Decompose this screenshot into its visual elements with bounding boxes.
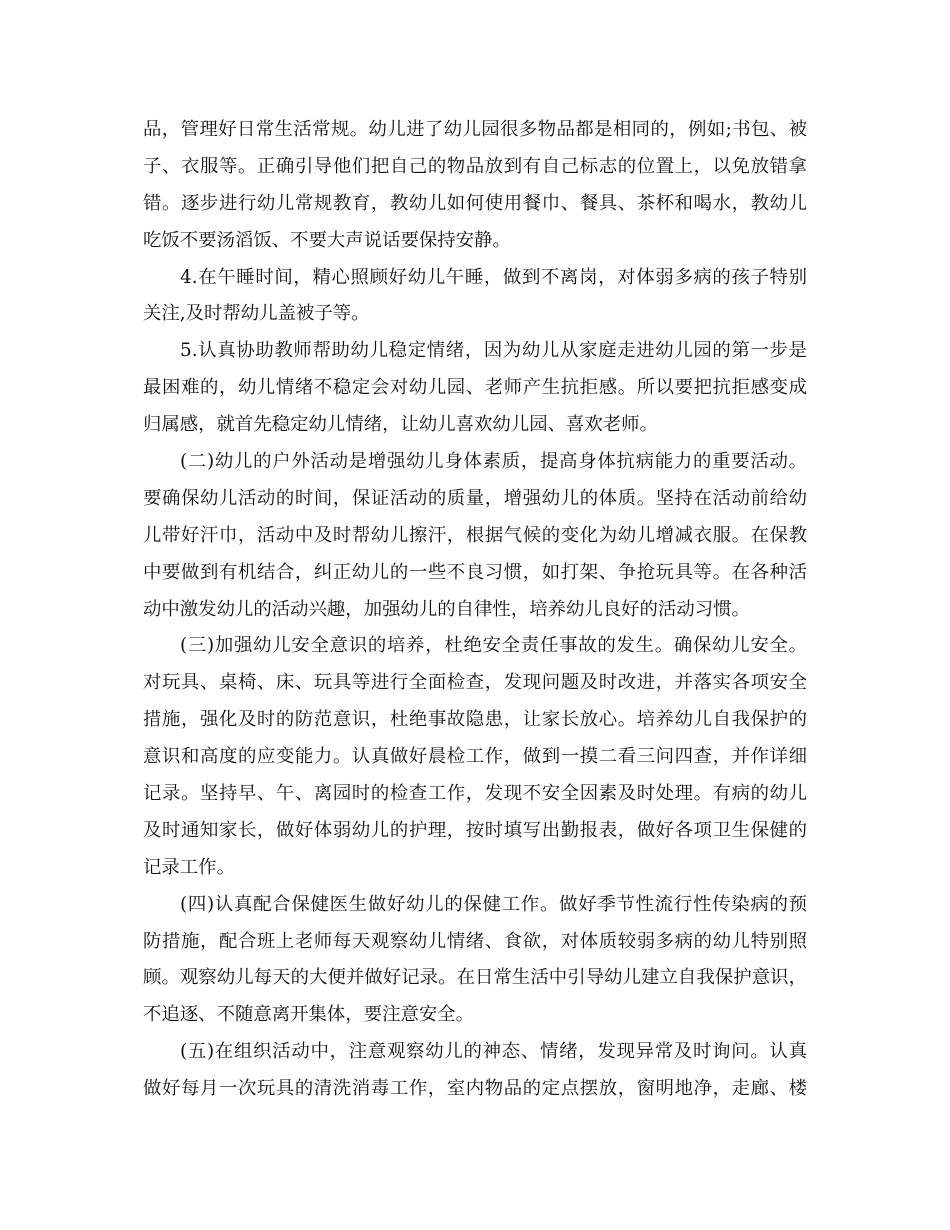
text-line: 最困难的，幼儿情绪不稳定会对幼儿园、老师产生抗拒感。所以要把抗拒感变成 (143, 377, 807, 399)
text-line: 防措施，配合班上老师每天观察幼儿情绪、食欲，对体质较弱多病的幼儿特别照 (143, 930, 807, 952)
text-line: 顾。观察幼儿每天的大便并做好记录。在日常生活中引导幼儿建立自我保护意识， (143, 967, 807, 989)
text-line: 动中激发幼儿的活动兴趣，加强幼儿的自律性，培养幼儿良好的活动习惯。 (143, 598, 750, 620)
text-line: (五)在组织活动中，注意观察幼儿的神态、情绪，发现异常及时询问。认真 (180, 1041, 807, 1063)
text-line: 4.在午睡时间，精心照顾好幼儿午睡，做到不离岗，对体弱多病的孩子特别 (180, 266, 807, 288)
text-line: (二)幼儿的户外活动是增强幼儿身体素质，提高身体抗病能力的重要活动。 (180, 451, 807, 473)
document-body (143, 112, 807, 1108)
text-line: 措施，强化及时的防范意识，杜绝事故隐患，让家长放心。培养幼儿自我保护的 (143, 709, 807, 731)
paragraph (143, 887, 807, 1035)
text-line: (三)加强幼儿安全意识的培养，杜绝安全责任事故的发生。确保幼儿安全。 (180, 635, 807, 657)
text-line: 5.认真协助教师帮助幼儿稳定情绪，因为幼儿从家庭走进幼儿园的第一步是 (180, 340, 807, 362)
text-line: 不追逐、不随意离开集体，要注意安全。 (143, 1004, 475, 1026)
paragraph (143, 1034, 807, 1108)
text-line: 中要做到有机结合，纠正幼儿的一些不良习惯，如打架、争抢玩具等。在各种活 (143, 561, 807, 583)
text-line: 记录。坚持早、午、离园时的检查工作，发现不安全因素及时处理。有病的幼儿 (143, 783, 807, 805)
text-line: 吃饭不要汤滔饭、不要大声说话要保持安静。 (143, 229, 511, 251)
text-line: 对玩具、桌椅、床、玩具等进行全面检查，发现问题及时改进，并落实各项安全 (143, 672, 807, 694)
text-line: (四)认真配合保健医生做好幼儿的保健工作。做好季节性流行性传染病的预 (180, 893, 807, 915)
paragraph (143, 112, 807, 260)
text-line: 归属感，就首先稳定幼儿情绪，让幼儿喜欢幼儿园、喜欢老师。 (143, 414, 658, 436)
text-line: 记录工作。 (143, 856, 235, 878)
text-line: 子、衣服等。正确引导他们把自己的物品放到有自己标志的位置上，以免放错拿 (143, 155, 807, 177)
paragraph (143, 628, 807, 886)
paragraph (143, 260, 807, 334)
text-line: 及时通知家长，做好体弱幼儿的护理，按时填写出勤报表，做好各项卫生保健的 (143, 819, 807, 841)
text-line: 儿带好汗巾，活动中及时帮幼儿擦汗，根据气候的变化为幼儿增减衣服。在保教 (143, 524, 807, 546)
text-line: 意识和高度的应变能力。认真做好晨检工作，做到一摸二看三问四查，并作详细 (143, 746, 807, 768)
text-line: 做好每月一次玩具的清洗消毒工作，室内物品的定点摆放，窗明地净，走廊、楼 (143, 1078, 807, 1100)
text-line: 要确保幼儿活动的时间，保证活动的质量，增强幼儿的体质。坚持在活动前给幼 (143, 487, 807, 509)
paragraph (143, 333, 807, 444)
text-line: 错。逐步进行幼儿常规教育，教幼儿如何使用餐巾、餐具、茶杯和喝水，教幼儿 (143, 192, 807, 214)
paragraph (143, 444, 807, 628)
text-line: 关注,及时帮幼儿盖被子等。 (143, 303, 370, 325)
text-line: 品，管理好日常生活常规。幼儿进了幼儿园很多物品都是相同的，例如;书包、被 (143, 119, 807, 140)
